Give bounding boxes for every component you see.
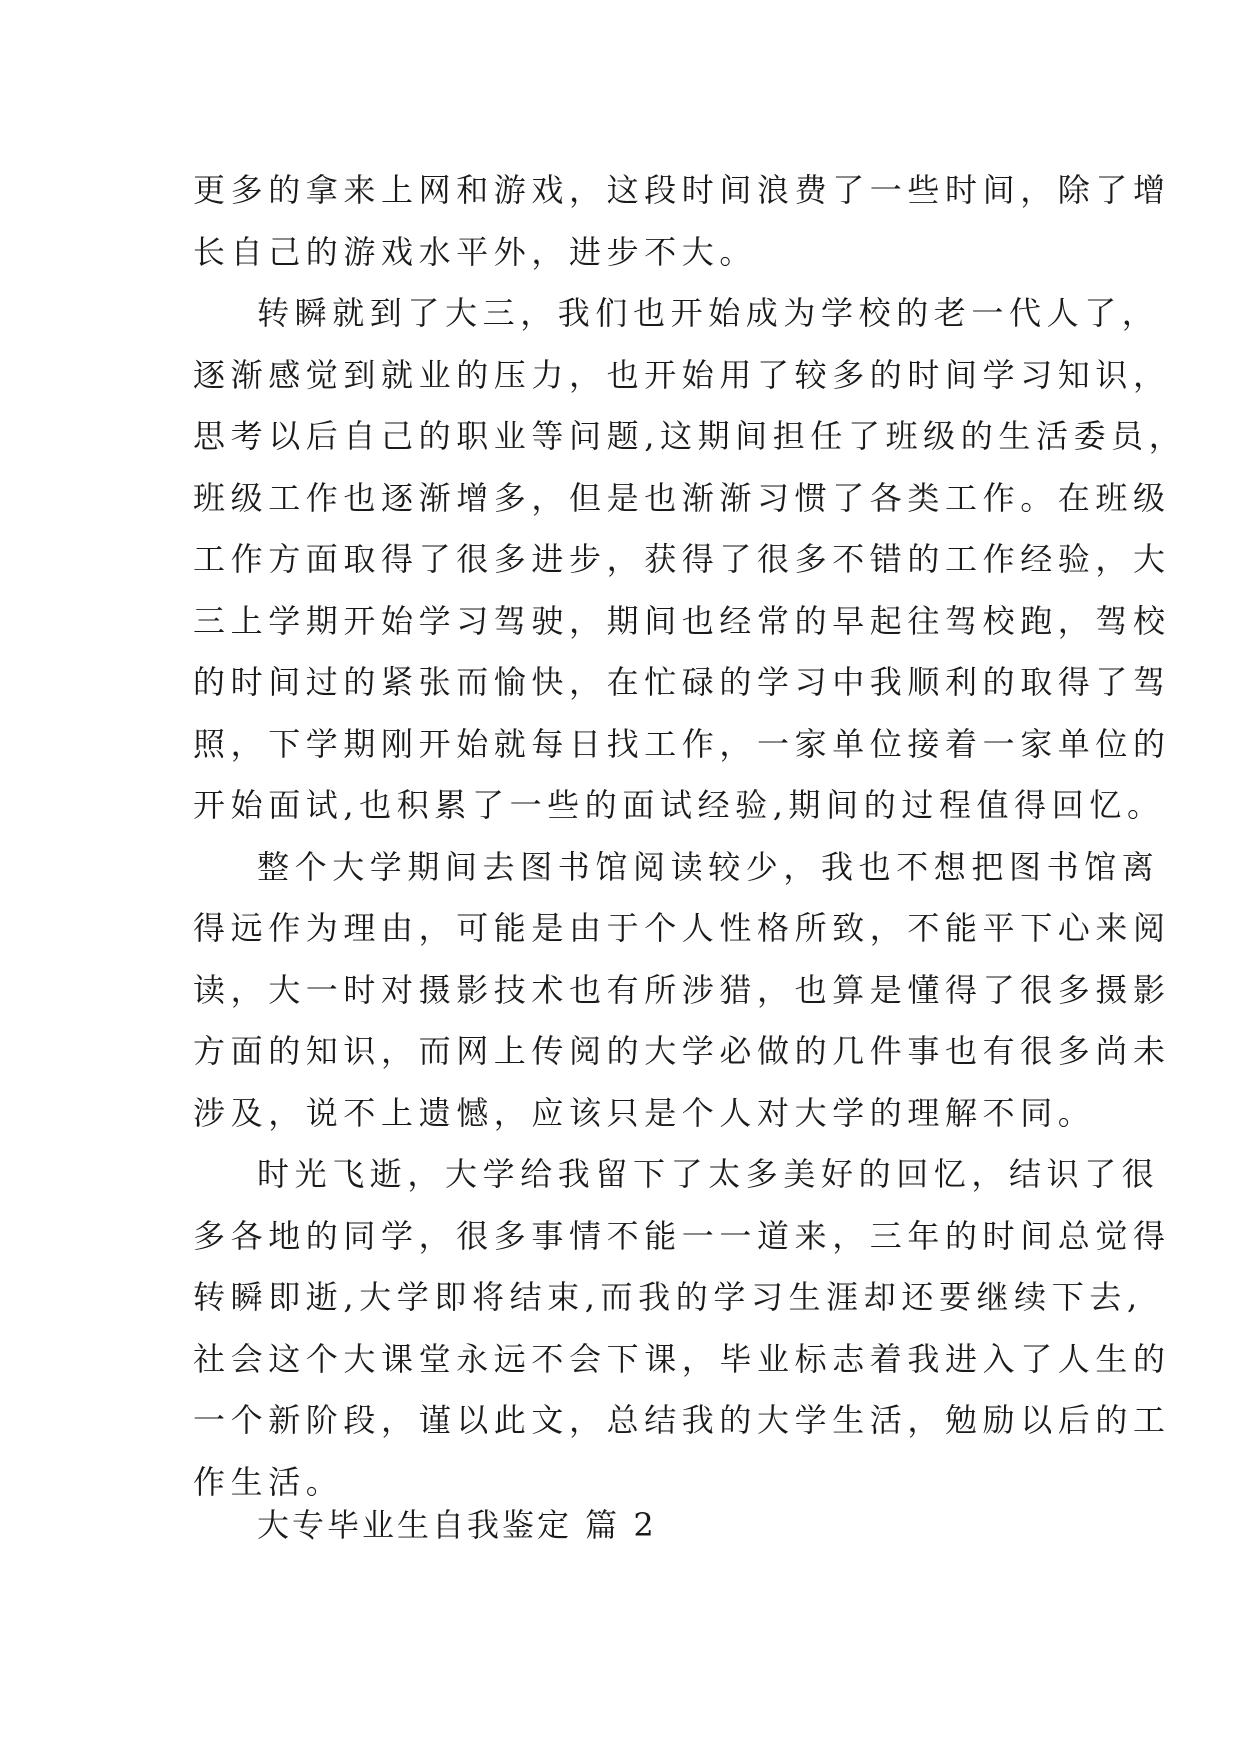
text-line: 多各地的同学，很多事情不能一一道来，三年的时间总觉得 [193,1216,1171,1255]
text-line: 社会这个大课堂永远不会下课，毕业标志着我进入了人生的 [193,1339,1171,1378]
paragraph-start-line: 整个大学期间去图书馆阅读较少，我也不想把图书馆离 [257,847,1160,886]
text-line: 作生活。 [193,1462,344,1501]
text-line: 班级工作也逐渐增多，但是也渐渐习惯了各类工作。在班级 [193,478,1171,517]
paragraph-start-line: 转瞬就到了大三，我们也开始成为学校的老一代人了， [257,294,1160,332]
text-line: 思考以后自己的职业等问题,这期间担任了班级的生活委员， [193,417,1187,455]
text-line: 工作方面取得了很多进步，获得了很多不错的工作经验，大 [193,540,1171,578]
text-line: 三上学期开始学习驾驶，期间也经常的早起往驾校跑，驾校 [193,601,1171,640]
text-line: 读，大一时对摄影技术也有所涉猎，也算是懂得了很多摄影 [193,970,1171,1009]
text-line: 一个新阶段，谨以此文，总结我的大学生活，勉励以后的工 [193,1401,1171,1439]
text-line: 得远作为理由，可能是由于个人性格所致，不能平下心来阅 [193,909,1171,947]
text-line: 长自己的游戏水平外，进步不大。 [193,232,758,271]
text-line: 的时间过的紧张而愉快，在忙碌的学习中我顺利的取得了驾 [193,663,1171,701]
text-line: 照，下学期刚开始就每日找工作，一家单位接着一家单位的 [193,724,1171,763]
text-line: 转瞬即逝,大学即将结束,而我的学习生涯却还要继续下去, [193,1278,1143,1316]
body-text [193,160,1187,1513]
text-line: 涉及，说不上遗憾，应该只是个人对大学的理解不同。 [193,1093,1096,1132]
text-line: 逐渐感觉到就业的压力，也开始用了较多的时间学习知识， [193,355,1171,394]
text-line: 方面的知识，而网上传阅的大学必做的几件事也有很多尚未 [193,1032,1171,1070]
section-heading: 大专毕业生自我鉴定 篇 2 [257,1506,657,1544]
text-line: 更多的拿来上网和游戏，这段时间浪费了一些时间，除了增 [193,171,1171,209]
text-line: 开始面试,也积累了一些的面试经验,期间的过程值得回忆。 [193,786,1165,824]
paragraph-start-line: 时光飞逝，大学给我留下了太多美好的回忆，结识了很 [257,1155,1160,1193]
